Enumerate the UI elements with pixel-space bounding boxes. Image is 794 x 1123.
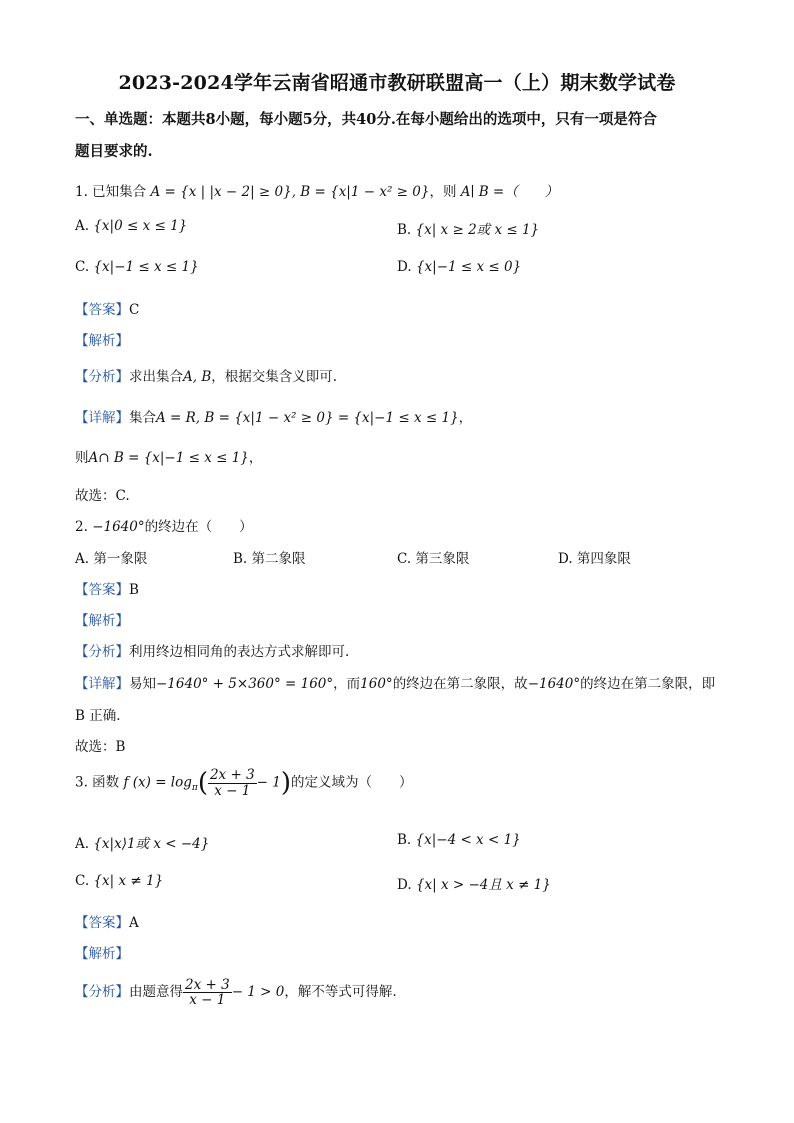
q1-detail: 【详解】集合A = R, B = {x|1 − x² ≥ 0} = {x|−1 ≤ x ≤ 1}， — [75, 410, 473, 426]
section-heading-line2: 题目要求的. — [75, 143, 153, 160]
q3-option-b: B. {x|−4 < x < 1} — [397, 832, 521, 848]
q3-fenxi-fraction: $\frac{2x + 3}{x - 1}$ — [185, 977, 230, 1009]
q2-option-a: A. 第一象限 — [75, 551, 148, 567]
q2-answer: 【答案】B — [75, 582, 139, 598]
q3-option-c: C. {x| x ≠ 1} — [75, 873, 164, 889]
q2-fenxi: 【分析】利用终边相同角的表达方式求解即可. — [75, 644, 350, 660]
q3-option-d: D. {x| x > −4且 x ≠ 1} — [397, 877, 551, 893]
q1-sets: A = {x | |x − 2| ≥ 0}, B = {x|1 − x² ≥ 0} — [150, 184, 430, 200]
section-heading-line1: 一、单选题：本题共8小题，每小题5分，共40分.在每小题给出的选项中，只有一项是符合 — [75, 111, 657, 128]
q1-option-d: D. {x|−1 ≤ x ≤ 0} — [397, 259, 522, 275]
q2-detail-line2: B 正确. — [75, 708, 121, 724]
answer-label: 【答案】 — [75, 302, 129, 318]
q2-option-c: C. 第三象限 — [397, 551, 470, 567]
q1-answer: 【答案】C — [75, 302, 140, 318]
q3-answer: 【答案】A — [75, 915, 139, 931]
q1-option-c: C. {x|−1 ≤ x ≤ 1} — [75, 259, 199, 275]
q3-option-a: A. {x|x⟩1或 x < −4} — [75, 836, 210, 852]
q1-suffix: ，则 — [429, 184, 457, 200]
q1-choose: 故选：C. — [75, 488, 130, 504]
q2-option-b: B. 第二象限 — [233, 551, 306, 567]
q2-option-d: D. 第四象限 — [558, 551, 631, 567]
q3-fraction: $\frac{2x + 3}{x - 1}$ — [209, 767, 255, 799]
q1-stem — [75, 180, 558, 200]
q1-option-b: B. {x| x ≥ 2或 x ≤ 1} — [397, 222, 540, 238]
q1-option-a: A. {x|0 ≤ x ≤ 1} — [75, 218, 188, 234]
q2-choose: 故选：B — [75, 739, 126, 755]
q1-analysis — [75, 329, 129, 349]
q1-ask: A∣ B =（ ） — [460, 184, 559, 200]
q3-stem: 3. 函数 f $(x) = \log_\pi$( $\frac{2x + 3}{x - 1}$ − 1)的定义域为（ ） — [75, 767, 413, 799]
page-title: 2023-2024学年云南省昭通市教研联盟高一（上）期末数学试卷 — [118, 72, 676, 94]
q1-then: 则A∩ B = {x|−1 ≤ x ≤ 1}， — [75, 450, 263, 466]
q2-detail: 【详解】易知−1640° + 5×360° = 160°，而160°的终边在第二象限，故−1640°的终边在第二象限，即 — [75, 676, 716, 692]
q3-fenxi: 【分析】由题意得 $\frac{2x + 3}{x - 1}$ − 1 > 0，解不等式可得解. — [75, 977, 397, 1009]
q2-analysis: 【解析】 — [75, 613, 129, 629]
q1-prefix: 1. 已知集合 — [75, 184, 147, 200]
analysis-label: 【解析】 — [75, 333, 129, 349]
q1-fenxi: 【分析】求出集合A, B，根据交集含义即可. — [75, 369, 338, 385]
q3-analysis: 【解析】 — [75, 946, 129, 962]
q2-stem: 2. −1640°的终边在（ ） — [75, 519, 253, 535]
